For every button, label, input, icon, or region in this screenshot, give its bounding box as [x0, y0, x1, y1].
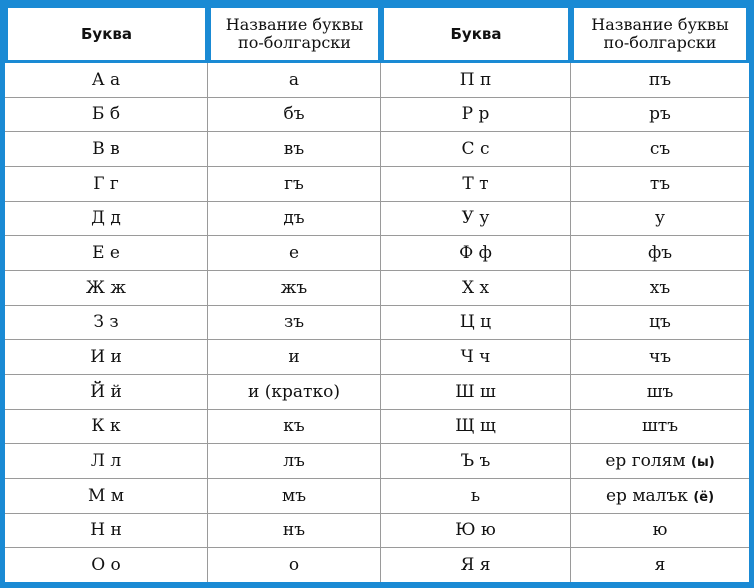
cell-text: а — [288, 69, 300, 90]
letter-cell — [5, 444, 208, 479]
cell-text: къ — [283, 416, 305, 437]
letter-name-cell — [208, 444, 381, 479]
letter-cell — [381, 479, 571, 514]
letter-cell — [381, 306, 571, 341]
cell-text: Е е — [92, 243, 120, 264]
cell-text: М м — [87, 485, 125, 506]
cell-text: мъ — [281, 485, 307, 506]
cell-text: тъ — [649, 173, 671, 194]
letter-cell — [381, 514, 571, 549]
table-row — [5, 236, 749, 271]
letter-name-note: (ё) — [693, 489, 715, 505]
letter-name-cell — [571, 340, 749, 375]
cell-text: ер малък — [605, 485, 694, 506]
letter-name-cell — [571, 514, 749, 549]
letter-name-cell — [571, 479, 749, 514]
cell-text: Т т — [462, 173, 489, 194]
table-row — [5, 410, 749, 445]
cell-text: и — [288, 347, 300, 368]
cell-text: нъ — [282, 520, 306, 541]
letter-name-cell — [571, 444, 749, 479]
letter-cell — [5, 375, 208, 410]
table-row — [5, 271, 749, 306]
cell-text: Ф ф — [459, 243, 492, 264]
letter-cell — [381, 444, 571, 479]
letter-name-cell — [208, 236, 381, 271]
cell-text: въ — [283, 139, 305, 160]
cell-text: Ч ч — [460, 347, 491, 368]
cell-text: штъ — [641, 416, 679, 437]
header-letter-2: Буква — [381, 5, 571, 63]
cell-text: С с — [461, 139, 490, 160]
cell-text: бъ — [283, 104, 305, 125]
cell-text: о — [288, 555, 300, 576]
letter-name-cell — [571, 548, 749, 582]
cell-text: Н н — [90, 520, 122, 541]
letter-cell — [381, 340, 571, 375]
letter-name-cell — [208, 98, 381, 133]
cell-text: З з — [93, 312, 119, 333]
cell-text: В в — [92, 139, 120, 160]
table-row — [5, 306, 749, 341]
letter-name-cell — [208, 63, 381, 98]
letter-name-cell — [208, 306, 381, 341]
cell-text: Ж ж — [85, 277, 127, 298]
cell-text: А а — [91, 69, 121, 90]
letter-name-cell — [208, 202, 381, 237]
table-row — [5, 63, 749, 98]
letter-cell — [381, 202, 571, 237]
cell-text: хъ — [649, 277, 671, 298]
cell-text: чъ — [648, 347, 672, 368]
cell-text: фъ — [647, 243, 673, 264]
letter-name-cell — [208, 514, 381, 549]
table-row — [5, 340, 749, 375]
table-row — [5, 548, 749, 582]
cell-text: лъ — [283, 451, 305, 472]
cell-text: Д д — [91, 208, 121, 229]
cell-text: пъ — [648, 69, 672, 90]
header-name-1-line2: по-болгарски — [238, 33, 351, 52]
letter-name-cell — [208, 132, 381, 167]
table-row — [5, 444, 749, 479]
cell-text: у — [654, 208, 665, 229]
header-row — [5, 5, 749, 63]
cell-text: е — [288, 243, 300, 264]
cell-text: Й й — [90, 381, 122, 402]
letter-cell — [381, 63, 571, 98]
cell-text: я — [654, 555, 666, 576]
letter-name-cell — [571, 375, 749, 410]
cell-text: и (кратко) — [248, 381, 340, 402]
cell-text: ръ — [649, 104, 671, 125]
letter-cell — [5, 271, 208, 306]
cell-text: Б б — [91, 104, 121, 125]
letter-cell — [381, 167, 571, 202]
table-row — [5, 202, 749, 237]
letter-cell — [5, 98, 208, 133]
letter-name-cell — [571, 410, 749, 445]
letter-cell — [5, 479, 208, 514]
letter-cell — [381, 375, 571, 410]
cell-text: Л л — [90, 451, 122, 472]
table-row — [5, 132, 749, 167]
header-name-2-line2: по-болгарски — [603, 33, 717, 52]
table-body — [5, 63, 749, 582]
cell-text: Ц ц — [459, 312, 492, 333]
letter-name-cell — [208, 271, 381, 306]
table-row — [5, 375, 749, 410]
letter-cell — [5, 410, 208, 445]
letter-cell — [381, 271, 571, 306]
header-name-2-line1: Название буквы — [591, 15, 729, 34]
cell-text: Р р — [461, 104, 490, 125]
cell-text: жъ — [280, 277, 308, 298]
cell-text: О о — [91, 555, 121, 576]
letter-name-cell — [571, 271, 749, 306]
cell-text: Ъ ъ — [460, 451, 491, 472]
header-letter-1: Буква — [5, 5, 208, 63]
letter-name-cell — [208, 340, 381, 375]
letter-cell — [381, 132, 571, 167]
letter-cell — [381, 236, 571, 271]
table-row — [5, 98, 749, 133]
cell-text: К к — [91, 416, 121, 437]
letter-name-cell — [571, 132, 749, 167]
letter-cell — [5, 202, 208, 237]
cell-text: цъ — [649, 312, 671, 333]
cell-text: зъ — [283, 312, 305, 333]
letter-cell — [5, 340, 208, 375]
letter-cell — [5, 514, 208, 549]
letter-cell — [5, 236, 208, 271]
letter-cell — [5, 548, 208, 582]
letter-name-cell — [571, 98, 749, 133]
letter-name-cell — [571, 63, 749, 98]
header-name-1-line1: Название буквы — [225, 15, 364, 34]
table-row — [5, 479, 749, 514]
letter-name-cell — [208, 410, 381, 445]
letter-name-cell — [571, 236, 749, 271]
letter-name-note: (ы) — [691, 455, 715, 471]
letter-cell — [5, 132, 208, 167]
cell-text: дъ — [283, 208, 305, 229]
cell-text: Х х — [461, 277, 490, 298]
letter-cell — [5, 167, 208, 202]
bulgarian-alphabet-table — [5, 5, 749, 582]
letter-name-cell — [571, 306, 749, 341]
letter-cell — [5, 306, 208, 341]
letter-cell — [381, 548, 571, 582]
cell-text: съ — [649, 139, 671, 160]
letter-name-cell — [208, 167, 381, 202]
cell-text: У у — [461, 208, 490, 229]
header-name-2 — [571, 5, 749, 63]
cell-text: шъ — [646, 381, 674, 402]
letter-cell — [381, 410, 571, 445]
cell-text: Ю ю — [455, 520, 496, 541]
cell-text: ер голям — [605, 451, 691, 472]
table-row — [5, 167, 749, 202]
letter-name-cell — [208, 375, 381, 410]
cell-text: Г г — [93, 173, 119, 194]
letter-name-cell — [208, 548, 381, 582]
cell-text: ь — [470, 485, 481, 506]
letter-name-cell — [571, 202, 749, 237]
letter-name-cell — [208, 479, 381, 514]
cell-text: И и — [90, 347, 122, 368]
letter-cell — [5, 63, 208, 98]
letter-cell — [381, 98, 571, 133]
cell-text: ю — [652, 520, 668, 541]
header-name-1 — [208, 5, 381, 63]
cell-text: П п — [459, 69, 492, 90]
cell-text: Щ щ — [455, 416, 496, 437]
cell-text: гъ — [284, 173, 304, 194]
cell-text: Ш ш — [455, 381, 496, 402]
letter-name-cell — [571, 167, 749, 202]
cell-text: Я я — [460, 555, 491, 576]
table-row — [5, 514, 749, 549]
